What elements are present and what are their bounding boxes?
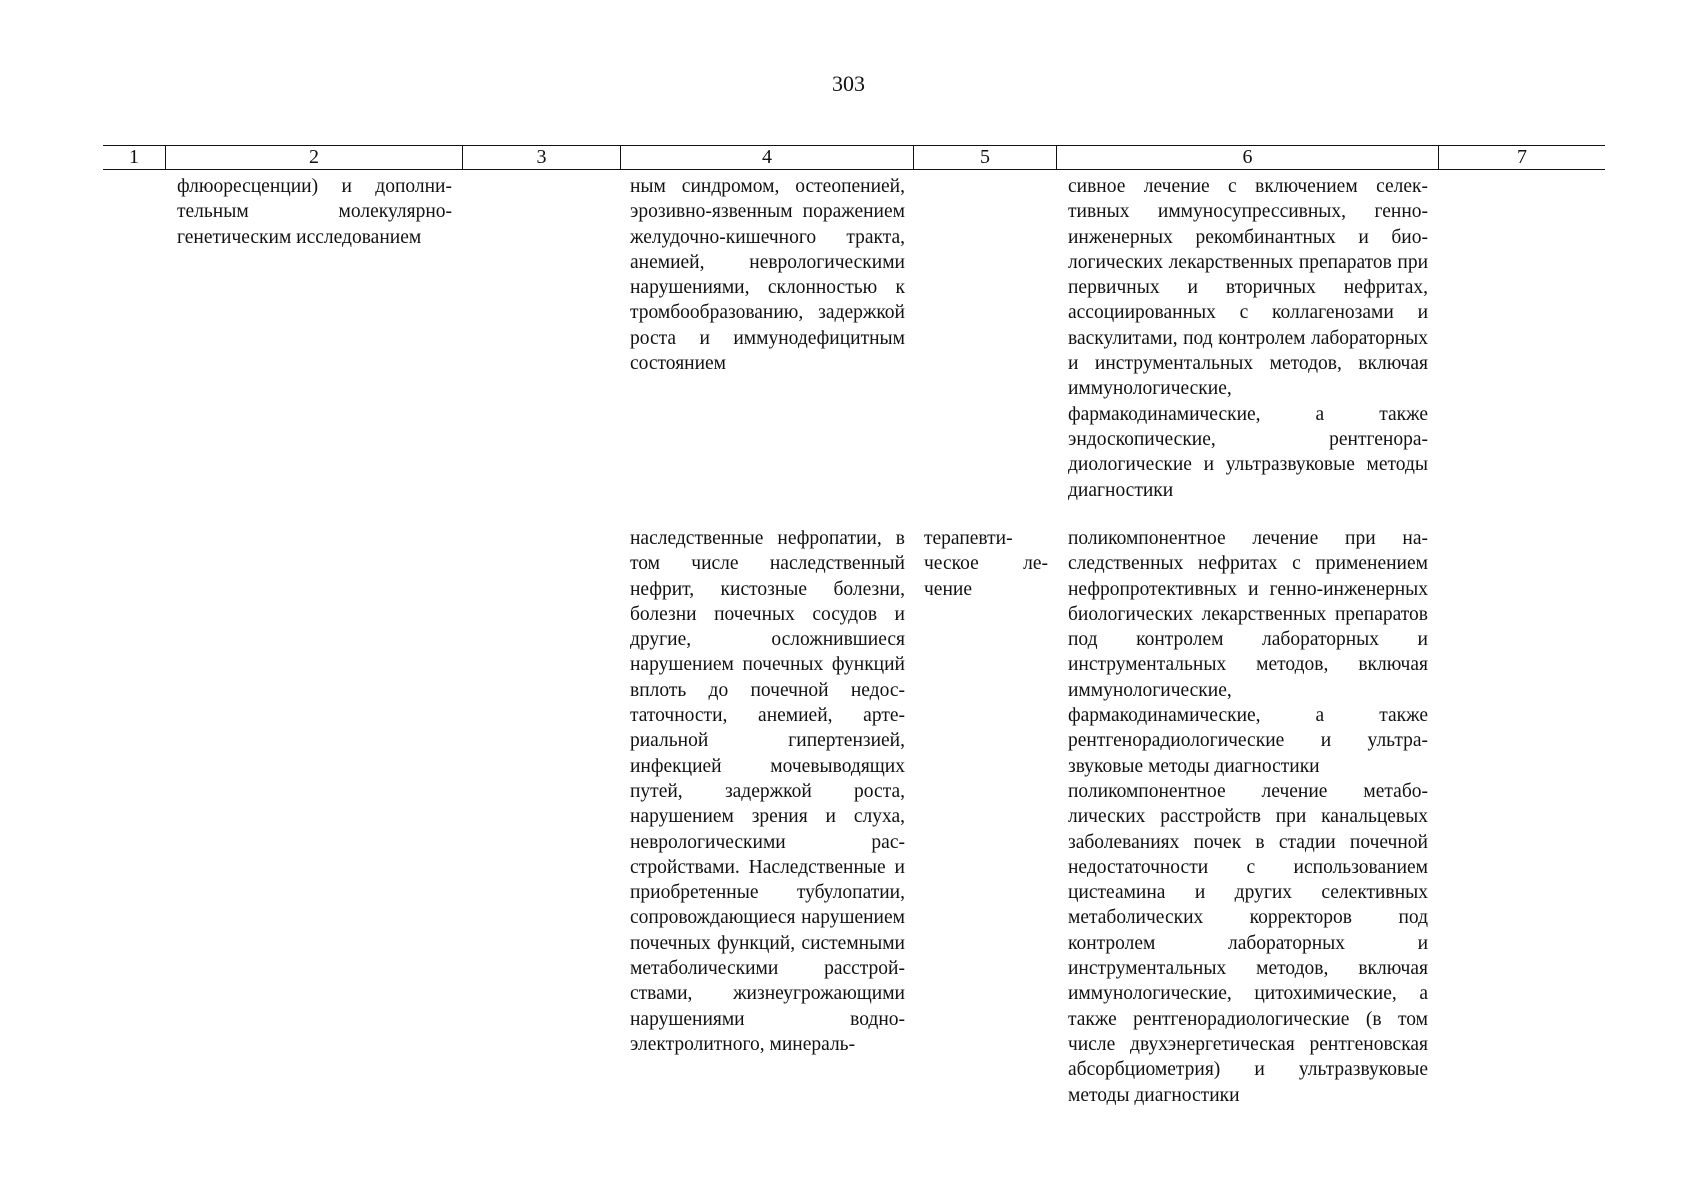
row1-col6-text: сивное лечение с включением селективных иммуносупрессивных, генно-инженерных рекомбинантных и биологических лекарственных препаратов при первичных и вторичных нефритах, ассоциированных с коллагенозами и васкулитами, под контролем лабораторных и инструментальных методов, включая иммунологические, фармакодинамические, а также эндоскопические, рентгенорадиологические и ультразвуковые методы диагностики [1068,176,1428,501]
row1-col2-text: флюоресценции) и дополнительным молекулярно-генетическим исследованием [177,176,452,248]
header-col-2: 2 [165,146,462,169]
header-col-1: 1 [129,146,139,168]
row2-col6-part1: поликомпонентное лечение при наследственных нефритах с применением нефропротективных и генно-инженерных биологических лекарственных препаратов под контролем лабораторных и инструментальных методов, включая иммунологические, фармакодинамические, а также рентгенорадиологические и ультразвуковые методы диагностики [1068,528,1428,777]
row2-col5-text: терапевтическое лечение [924,528,1048,600]
row2-col4-text: наследственные нефропатии, в том числе наследственный нефрит, кистозные болезни, болезни почечных сосудов и другие, осложнившиеся нарушением почечных функций вплоть до почечной недостаточности, анемией, артериальной гипертензией, инфекцией мочевыводящих путей, задержкой роста, нарушением зрения и слуха, неврологическими расстройствами. Наследственные и приобретенные тубулопатии, сопровождающиеся нарушением почечных функций, системными метаболическими расстройствами, жизнеугрожающими нарушениями водно-электролитного, минераль- [630,528,905,1055]
header-col-7: 7 [1438,146,1605,169]
header-col-5: 5 [913,146,1056,169]
row2-col6-text [1068,526,1428,1108]
table-header [103,145,1605,170]
page-number: 303 [832,71,865,96]
header-col-3: 3 [462,146,620,169]
row2-col6-part2: поликомпонентное лечение метаболических расстройств при канальцевых заболеваниях почек в стадии почечной недостаточности с использованием цистеамина и других селективных метаболических корректоров под контролем лабораторных и инструментальных методов, включая иммунологические, цитохимические, а также рентгенорадиологические (в том числе двухэнергетическая рентгеновская абсорбциометрия) и ультразвуковые методы диагностики [1068,780,1428,1106]
header-col-6: 6 [1056,146,1438,169]
row1-col4-text: ным синдромом, остеопенией, эрозивно-язвенным поражением желудочно-кишечного тракта, анемией, неврологическими нарушениями, склонностью к тромбообразованию, задержкой роста и иммунодефицитным состоянием [630,176,905,375]
header-col-4: 4 [620,146,913,169]
